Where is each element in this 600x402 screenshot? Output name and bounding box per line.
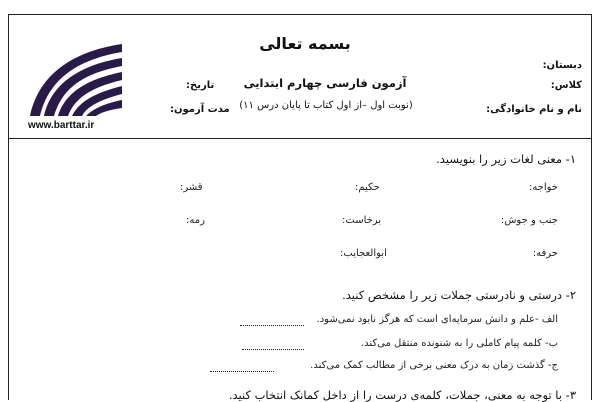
student-name-label: نام و نام خانوادگی: (486, 104, 582, 115)
word-khajeh: خواجه: (528, 182, 558, 193)
class-label: کلاس: (550, 80, 582, 91)
word-jonb-o-jush: جنب و جوش: (500, 215, 558, 226)
school-label: دبستان: (542, 60, 582, 71)
frame-right-border (591, 14, 592, 400)
barttar-logo-icon (28, 38, 124, 118)
word-barkhast: برخاست: (342, 215, 382, 226)
question-1-title: ۱- معنی لغات زیر را بنویسید. (436, 152, 576, 166)
question-2-title: ۲- درستی و نادرستی جملات زیر را مشخص کنید. (342, 288, 576, 302)
duration-label: مدت آزمون: (170, 104, 230, 115)
exam-subtitle: (نوبت اول –از اول کتاب تا پایان درس ۱۱) (239, 100, 413, 111)
word-hakim: حکیم: (355, 182, 380, 193)
answer-blank-2[interactable] (242, 349, 304, 350)
answer-blank-3[interactable] (210, 371, 274, 372)
website-url: www.barttar.ir (28, 120, 95, 131)
true-false-item-1: الف -علم و دانش سرمایه‌ای است که هرگز نابود نمی‌شود. (316, 314, 558, 325)
header-separator (8, 138, 592, 139)
date-label: تاریخ: (186, 80, 215, 91)
word-herfeh: حرفه: (532, 248, 558, 259)
true-false-item-2: ب- کلمه پیام کاملی را به شنونده منتقل می‌کند. (360, 338, 558, 349)
word-abolajayeb: ابوالعجایب: (340, 248, 387, 259)
answer-blank-1[interactable] (240, 325, 304, 326)
basmala-heading: بسمه تعالی (259, 34, 351, 53)
exam-title: آزمون فارسی چهارم ابتدایی (243, 76, 407, 90)
word-rameh: رمه: (186, 215, 205, 226)
frame-top-border (8, 14, 592, 15)
true-false-item-3: ج- گذشت زمان به درک معنی برخی از مطالب کمک می‌کند. (310, 360, 558, 371)
question-3-title: ۳- با توجه به معنی، جملات، کلمه‌ی درست را از داخل کمانک انتخاب کنید. (228, 388, 576, 402)
frame-left-border (8, 14, 9, 400)
word-gheshr: قشر: (180, 182, 203, 193)
